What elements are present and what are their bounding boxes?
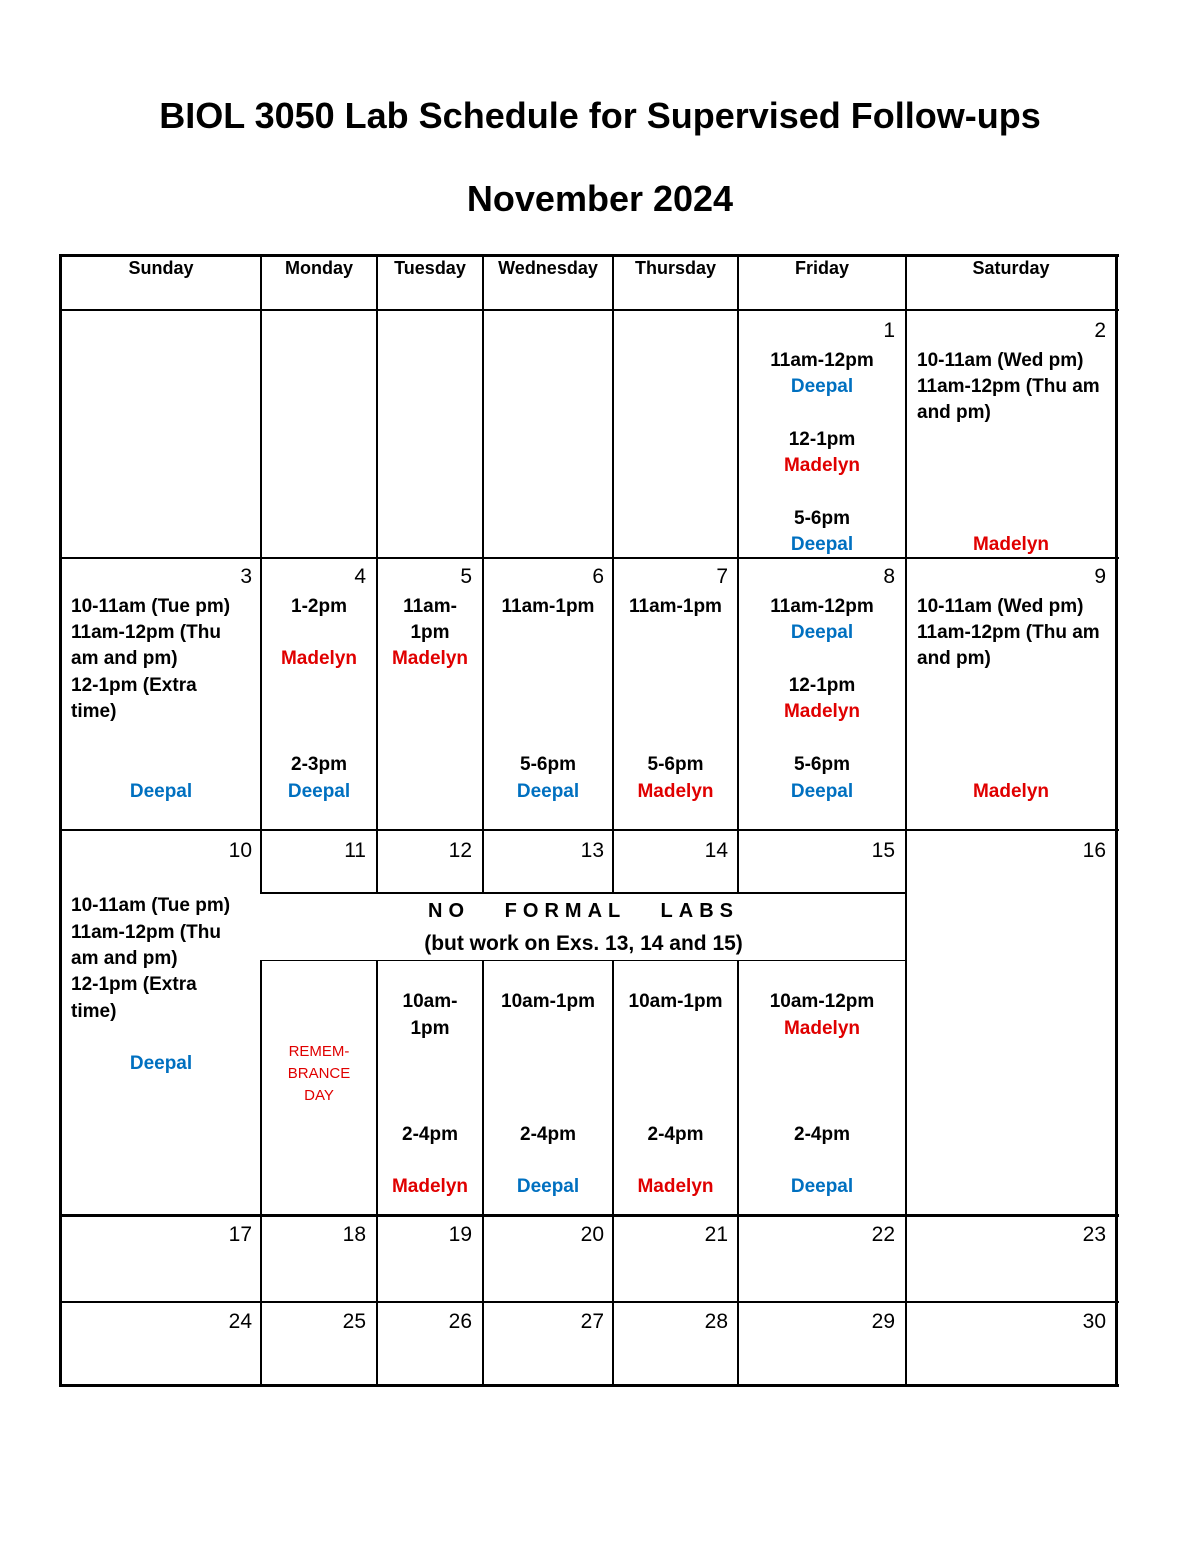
session-time: 1pm [410, 622, 450, 643]
session-note: 12-1pm (Extra [71, 974, 197, 995]
session-time: 11am-1pm [629, 596, 722, 617]
session-time: 5-6pm [794, 508, 850, 529]
header-thursday: Thursday [634, 258, 717, 278]
instructor-name: Deepal [790, 781, 854, 802]
session-time: 10am-1pm [501, 991, 595, 1012]
session-note: 11am-12pm (Thu [71, 922, 221, 943]
header-wednesday: Wednesday [498, 258, 598, 278]
session-note: am and pm) [71, 648, 178, 669]
remembrance-day-label: DAY [304, 1087, 334, 1104]
session-note: 11am-12pm (Thu [71, 622, 221, 643]
day-number: 5 [460, 565, 472, 588]
day-number: 27 [580, 1310, 604, 1333]
instructor-name: Madelyn [972, 781, 1050, 802]
session-time: 5-6pm [794, 754, 850, 775]
session-note: time) [71, 701, 117, 722]
instructor-name: Deepal [790, 534, 854, 555]
session-note: 10-11am (Wed pm) [917, 596, 1084, 617]
day-number: 25 [342, 1310, 366, 1333]
instructor-name: Madelyn [783, 1018, 861, 1039]
instructor-name: Deepal [790, 622, 854, 643]
session-time: 2-4pm [520, 1124, 576, 1145]
day-number: 21 [704, 1223, 728, 1246]
month-title: November 2024 [466, 178, 734, 219]
instructor-name: Deepal [516, 781, 580, 802]
instructor-name: Deepal [129, 781, 193, 802]
day-number: 15 [871, 839, 895, 862]
session-time: 10am-12pm [769, 991, 875, 1012]
header-monday: Monday [284, 258, 353, 278]
day-number: 7 [716, 565, 728, 588]
instructor-name: Madelyn [391, 1176, 469, 1197]
day-number: 11 [344, 839, 366, 862]
session-note: 10-11am (Wed pm) [917, 350, 1084, 371]
instructor-name: Deepal [516, 1176, 580, 1197]
session-note: am and pm) [71, 948, 178, 969]
instructor-name: Madelyn [280, 648, 358, 669]
grid-line-h [59, 829, 1119, 831]
session-time: 10am- [402, 991, 458, 1012]
instructor-name: Madelyn [637, 1176, 714, 1197]
day-number: 22 [871, 1223, 895, 1246]
grid-line-h [59, 309, 1119, 311]
day-number: 9 [1094, 565, 1106, 588]
instructor-name: Madelyn [391, 648, 469, 669]
session-time: 12-1pm [788, 429, 856, 450]
day-number: 13 [580, 839, 604, 862]
header-tuesday: Tuesday [394, 258, 466, 278]
session-time: 11am-1pm [501, 596, 595, 617]
session-time: 2-3pm [291, 754, 347, 775]
grid-border-right [1115, 254, 1118, 1387]
session-time: 11am-12pm [770, 596, 874, 617]
grid-line-v [905, 254, 907, 1387]
session-time: 5-6pm [647, 754, 704, 775]
grid-border-top [59, 254, 1119, 257]
header-saturday: Saturday [972, 258, 1050, 278]
day-number: 14 [704, 839, 728, 862]
remembrance-day-label: BRANCE [287, 1065, 351, 1082]
session-time: 2-4pm [402, 1124, 458, 1145]
session-time: 1-2pm [291, 596, 347, 617]
day-number: 30 [1082, 1310, 1106, 1333]
day-number: 24 [228, 1310, 252, 1333]
day-number: 18 [342, 1223, 366, 1246]
grid-line-h [59, 1214, 1119, 1217]
day-number: 20 [580, 1223, 604, 1246]
day-number: 3 [240, 565, 252, 588]
instructor-name: Madelyn [972, 534, 1050, 555]
session-note: 10-11am (Tue pm) [71, 596, 231, 617]
day-number: 16 [1082, 839, 1106, 862]
day-number: 4 [354, 565, 366, 588]
instructor-name: Deepal [790, 1176, 854, 1197]
instructor-name: Deepal [790, 376, 854, 397]
grid-border-bottom [59, 1384, 1119, 1387]
session-time: 5-6pm [520, 754, 576, 775]
day-number: 17 [228, 1223, 252, 1246]
session-note: 12-1pm (Extra [71, 675, 197, 696]
day-number: 6 [592, 565, 604, 588]
instructor-name: Madelyn [637, 781, 714, 802]
day-number: 26 [448, 1310, 472, 1333]
session-note: 10-11am (Tue pm) [71, 895, 231, 916]
day-number: 12 [448, 839, 472, 862]
session-note: 11am-12pm (Thu am [917, 376, 1100, 397]
session-note: 11am-12pm (Thu am [917, 622, 1100, 643]
remembrance-day-label: REMEM- [288, 1043, 350, 1060]
session-note: time) [71, 1001, 117, 1022]
instructor-name: Deepal [129, 1053, 193, 1074]
day-number: 29 [871, 1310, 895, 1333]
header-friday: Friday [794, 258, 850, 278]
session-note: and pm) [917, 402, 991, 423]
day-number: 28 [704, 1310, 728, 1333]
header-sunday: Sunday [128, 258, 194, 278]
instructor-name: Madelyn [783, 455, 861, 476]
day-number: 19 [448, 1223, 472, 1246]
day-number: 2 [1094, 319, 1106, 342]
session-time: 11am- [403, 596, 457, 617]
page-title: BIOL 3050 Lab Schedule for Supervised Follow-ups [159, 95, 1041, 136]
session-time: 10am-1pm [628, 991, 723, 1012]
session-note: and pm) [917, 648, 991, 669]
session-time: 11am-12pm [770, 350, 874, 371]
session-time: 2-4pm [794, 1124, 850, 1145]
grid-line-h [260, 892, 907, 894]
session-time: 2-4pm [647, 1124, 704, 1145]
session-time: 12-1pm [788, 675, 856, 696]
day-number: 1 [883, 319, 895, 342]
no-formal-labs-note: (but work on Exs. 13, 14 and 15) [424, 932, 743, 955]
day-number: 10 [228, 839, 252, 862]
day-number: 8 [883, 565, 895, 588]
grid-border-left [59, 254, 62, 1387]
grid-line-h [59, 1301, 1119, 1303]
instructor-name: Madelyn [783, 701, 861, 722]
no-formal-labs-banner: NO FORMAL LABS [428, 900, 739, 922]
session-time: 1pm [410, 1018, 450, 1039]
grid-line-h [260, 960, 907, 961]
day-number: 23 [1082, 1223, 1106, 1246]
instructor-name: Deepal [287, 781, 351, 802]
